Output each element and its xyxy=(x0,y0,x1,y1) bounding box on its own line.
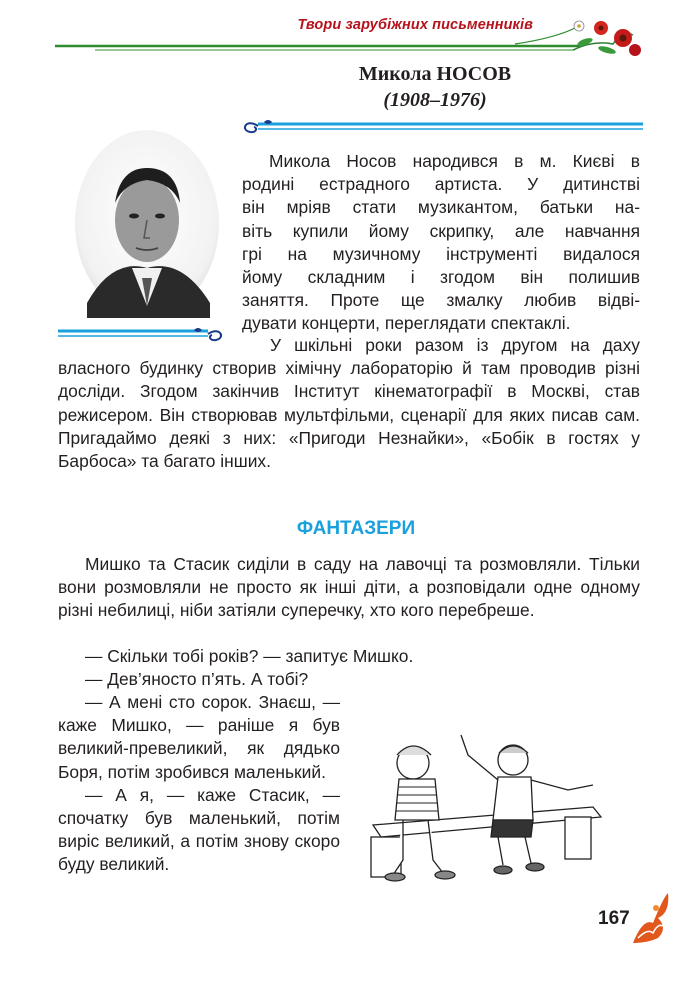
story-title: ФАНТАЗЕРИ xyxy=(296,518,416,539)
bio-line: Микола Носов народився в м. Києві в xyxy=(269,151,640,171)
bio-line: йому складним і згодом він полишив xyxy=(242,267,640,288)
page-header xyxy=(55,8,645,63)
bio-line: він мріяв стати музикантом, батьки на- xyxy=(242,197,640,218)
top-ornament xyxy=(238,116,643,136)
flowers-icon xyxy=(563,10,645,62)
dialog-paragraph-4: — А я, — каже Стасик, — спочатку був маленький, потім виріс великий, а потім знову скоро буду великий. xyxy=(58,784,340,875)
bio-line: грі на музичному інструменті видалося xyxy=(242,243,640,264)
author-portrait xyxy=(72,128,222,318)
author-years: (1908–1976) xyxy=(383,89,487,111)
dialog-paragraph-3: — А мені сто сорок. Знаєш, — каже Мишко, — раніше я був великий-превеликий, як дядько Боря, потім зробився маленький. xyxy=(58,692,340,782)
bio-paragraph-1 xyxy=(242,150,640,336)
kids-on-bench-illustration xyxy=(353,725,638,890)
bio-paragraph-2 xyxy=(58,334,640,473)
page-number: 167 xyxy=(598,908,630,929)
dialog-line-2: — Дев’яносто п’ять. А тобі? xyxy=(85,669,309,690)
bio-line: заняття. Проте ще змалку любив відві- xyxy=(242,290,640,311)
header-title: Твори зарубіжних письменників xyxy=(297,17,533,33)
bio-line: родині естрадного артиста. У дитинстві xyxy=(242,174,640,195)
dialog-column xyxy=(58,691,340,877)
dialog-line-1: — Скільки тобі років? — запитує Мишко. xyxy=(85,646,414,666)
dialog-lines xyxy=(58,645,640,691)
corner-ornament-icon xyxy=(628,888,673,948)
bio-paragraph-2-text: У шкільні роки разом із другом на даху власного будинку створив хімічну лабораторію й там проводив різні досліди. Згодом закінчив Інститут кінематографії в Москві, став режисером. Він створював мультфільми, сценарії для яких писав сам. Пригадаймо деякі з них: «Пригоди Незнайки», «Бобік в гостях у Барбоса» та багато інших. xyxy=(58,335,640,472)
bio-line: віть купили йому скрипку, але навчання xyxy=(242,220,640,241)
story-intro xyxy=(58,553,640,623)
bio-line: дувати концерти, переглядати спектаклі. xyxy=(242,313,571,334)
author-name: Микола НОСОВ xyxy=(358,63,512,85)
story-intro-text: Мишко та Стасик сиділи в саду на лавочці та розмовляли. Тільки вони розмовляли не просто як інші діти, а розповідали одне одному різні небилиці, ніби затіяли суперечку, хто кого перебреше. xyxy=(58,554,640,621)
